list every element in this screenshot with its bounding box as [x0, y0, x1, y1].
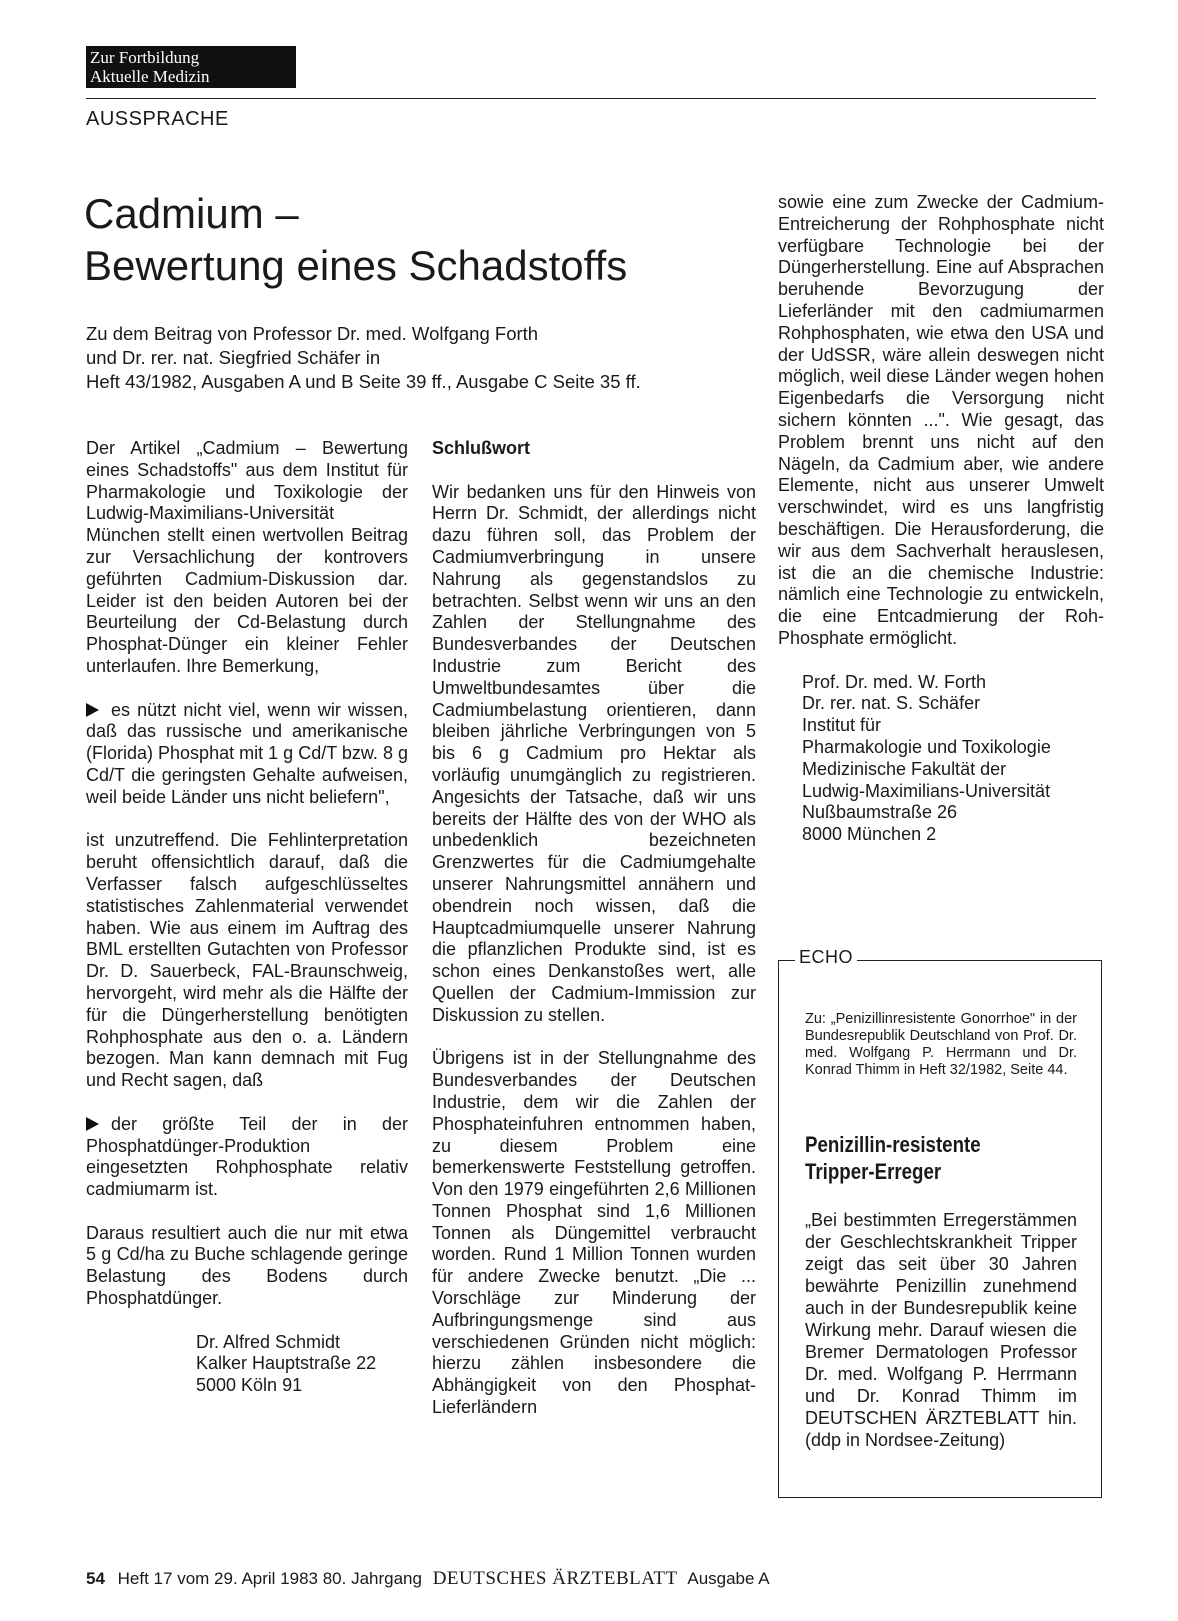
- letter-column: [86, 438, 408, 1397]
- series-label-line2: Aktuelle Medizin: [90, 67, 210, 86]
- reference-line1: Zu dem Beitrag von Professor Dr. med. Wolfgang Forth: [86, 323, 539, 344]
- signature-street: Kalker Hauptstraße 22: [196, 1353, 377, 1374]
- echo-label: ECHO: [795, 947, 857, 968]
- reference-line2: und Dr. rer. nat. Siegfried Schäfer in: [86, 347, 381, 368]
- issue-info: Heft 17 vom 29. April 1983 80. Jahrgang: [117, 1569, 422, 1588]
- top-rule: [86, 98, 1096, 99]
- echo-headline-line2: Tripper-Erreger: [805, 1159, 942, 1184]
- address-line: Dr. rer. nat. S. Schäfer: [802, 693, 981, 714]
- section-heading: AUSSPRACHE: [86, 108, 229, 130]
- journal-name: DEUTSCHES ÄRZTEBLATT: [432, 1568, 678, 1589]
- signature-city: 5000 Köln 91: [196, 1375, 303, 1396]
- address-line: Pharmakologie und Toxikologie: [802, 736, 1051, 757]
- echo-reference: Zu: „Penizillinresistente Gonorrhoe" in der Bundesrepublik Deutschland von Prof. Dr. med. Wolfgang P. Herrmann und Dr. Konrad Thimm in Heft 32/1982, Seite 44.: [805, 1011, 1077, 1078]
- echo-box: [778, 947, 1102, 1498]
- triangle-bullet-icon: [86, 1117, 99, 1131]
- article-title: [84, 188, 627, 292]
- reply-heading: Schlußwort: [432, 438, 530, 458]
- reply-paragraph: sowie eine zum Zwecke der Cadmium-Entreicherung der Rohphosphate nicht verfügbare Technologie bei der Düngerherstellung. Eine auf Absprachen beruhende Bevorzugung der Lieferländer mit den cadmiumarmen Rohphosphaten, wie etwa den USA und der UdSSR, wäre allein deswegen nicht möglich, weil diese Länder wegen hohen Eigenbedarfs die Versorgung nicht sichern könnten ...". Wie gesagt, das Problem brennt uns nicht auf den Nägeln, da Cadmium aber, wie andere Elemente, nicht aus unserer Umwelt verschwindet, wird es uns langfristig beschäftigen. Die Herausforderung, die wir aus dem Sachverhalt herauslesen, ist die an die chemische Industrie: nämlich eine Technologie zu entwickeln, die eine Entcadmierung der Roh-Phosphate ermöglicht.: [778, 192, 1104, 648]
- signature-name: Dr. Alfred Schmidt: [196, 1331, 341, 1352]
- reply-paragraph: Übrigens ist in der Stellungnahme des Bundesverbandes der Deutschen Industrie, dem wir die Zahlen der Phosphateinfuhren entnommen haben, zu diesem Problem eine bemerkenswerte Feststellung getroffen. Von den 1979 eingeführten 2,6 Millionen Tonnen Phosphat sind 1,6 Millionen Tonnen als Düngemittel verbraucht worden. Rund 1 Million Tonnen wurden für andere Zwecke benutzt. „Die ... Vorschläge zur Minderung der Aufbringungsmenge sind aus verschiedenen Gründen nicht möglich: hierzu zählen insbesondere die Abhängigkeit von den Phosphat-Lieferländern: [432, 1048, 756, 1418]
- address-line: Prof. Dr. med. W. Forth: [802, 671, 987, 692]
- page-number: 54: [86, 1569, 105, 1588]
- triangle-bullet-icon: [86, 703, 99, 717]
- letter-bullet: [86, 1114, 408, 1201]
- address-line: Ludwig-Maximilians-Universität: [802, 780, 1051, 801]
- address-line: Nußbaumstraße 26: [802, 802, 958, 823]
- reply-column: [432, 438, 756, 1441]
- series-label-line1: Zur Fortbildung: [90, 48, 200, 67]
- reply-continuation-column: [778, 192, 1104, 846]
- letter-paragraph: Der Artikel „Cadmium – Bewertung eines Schadstoffs" aus dem Institut für Pharmakologie und Toxikologie der Ludwig-Maximilians-Universität München stellt einen wertvollen Beitrag zur Versachlichung der kontrovers geführten Cadmium-Diskussion dar. Leider ist den beiden Autoren bei der Beurteilung der Cd-Belastung durch Phosphat-Dünger ein kleiner Fehler unterlaufen. Ihre Bemerkung,: [86, 438, 408, 676]
- address-line: 8000 München 2: [802, 824, 937, 845]
- reply-address: [778, 672, 1104, 846]
- echo-body: „Bei bestimmten Erregerstämmen der Geschlechtskrankheit Tripper zeigt das seit über 30 Jahren bewährte Penizillin zunehmend auch in der Bundesrepublik keine Wirkung mehr. Darauf wiesen die Bremer Dermatologen Professor Dr. med. Wolfgang P. Herrmann und Dr. Konrad Thimm im DEUTSCHEN ÄRZTEBLATT hin. (ddp in Nordsee-Zeitung): [805, 1210, 1077, 1450]
- letter-signature: [86, 1332, 408, 1397]
- address-line: Medizinische Fakultät der: [802, 758, 1007, 779]
- page-footer: [86, 1568, 770, 1590]
- address-line: Institut für: [802, 715, 882, 736]
- series-label: [86, 46, 296, 88]
- letter-bullet-text: es nützt nicht viel, wenn wir wissen, daß das russische und amerikanische (Florida) Phosphat mit 1 g Cd/T bzw. 8 g Cd/T die geringsten Gehalte aufweisen, weil beide Länder uns nicht beliefern",: [86, 699, 408, 807]
- article-title-line1: Cadmium –: [84, 190, 299, 237]
- echo-headline-line1: Penizillin-resistente: [805, 1132, 981, 1157]
- article-reference: [86, 322, 641, 394]
- letter-bullet: [86, 700, 408, 809]
- reply-paragraph: Wir bedanken uns für den Hinweis von Herrn Dr. Schmidt, der allerdings nicht dazu führen soll, das Problem der Cadmiumverbringung in unsere Nahrung als gegenstandslos zu betrachten. Selbst wenn wir uns an den Zahlen der Stellungnahme des Bundesverbandes der Deutschen Industrie zum Bericht des Umweltbundesamtes über die Cadmiumbelastung orientieren, dann bleiben jährliche Verbringungen von 5 bis 6 g Cadmium pro Hektar als vorläufig unumgänglich zu registrieren. Angesichts der Tatsache, daß wir uns bereits der Hälfte des von der WHO als unbedenklich bezeichneten Grenzwertes für die Cadmiumgehalte unserer Nahrungsmittel annähern und obendrein noch wissen, daß die Hauptcadmiumquelle unserer Nahrung die pflanzlichen Produkte sind, ist es schon eines Denkanstoßes wert, alle Quellen der Cadmium-Immission zur Diskussion zu stellen.: [432, 481, 756, 1025]
- echo-headline: [805, 1131, 1043, 1185]
- letter-bullet-text: der größte Teil der in der Phosphatdünger-Produktion eingesetzten Rohphosphate relativ cadmiumarm ist.: [86, 1113, 408, 1200]
- article-title-line2: Bewertung eines Schadstoffs: [84, 242, 628, 289]
- reference-line3: Heft 43/1982, Ausgaben A und B Seite 39 ff., Ausgabe C Seite 35 ff.: [86, 371, 641, 392]
- letter-paragraph: Daraus resultiert auch die nur mit etwa 5 g Cd/ha zu Buche schlagende geringe Belastung des Bodens durch Phosphatdünger.: [86, 1222, 408, 1309]
- letter-paragraph: ist unzutreffend. Die Fehlinterpretation beruht offensichtlich darauf, daß die Verfasser falsch aufgeschlüsseltes statistisches Zahlenmaterial verwendet haben. Wie aus einem im Auftrag des BML erstellten Gutachten von Professor Dr. D. Sauerbeck, FAL-Braunschweig, hervorgeht, wird mehr als die Hälfte der für die Düngerherstellung benötigten Rohphosphate aus den o. a. Ländern bezogen. Man kann demnach mit Fug und Recht sagen, daß: [86, 830, 408, 1091]
- edition-info: Ausgabe A: [687, 1569, 770, 1588]
